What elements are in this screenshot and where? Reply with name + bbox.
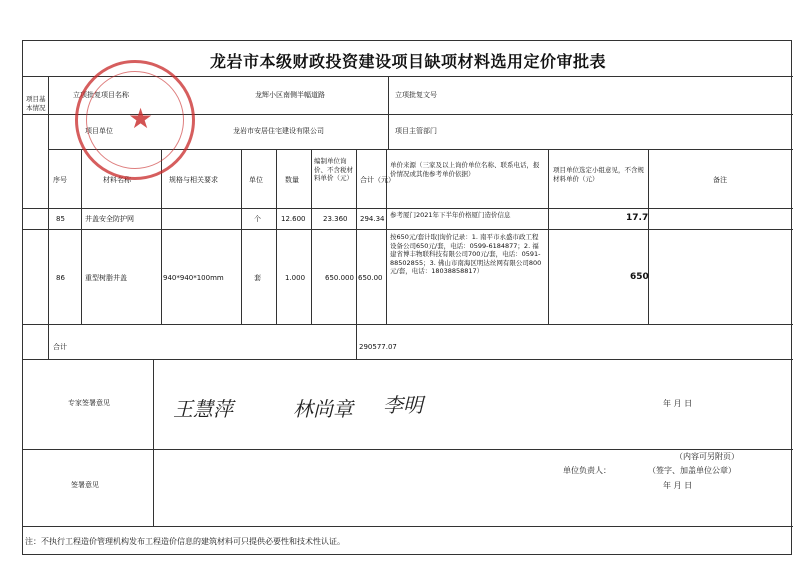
row-price: 23.360 [323,215,348,223]
header-qty: 数量 [285,176,299,184]
header-unit: 单位 [249,176,263,184]
row-source: 参考厦门2021年下半年价格厦门造价信息 [390,211,511,219]
row-unit: 个 [254,215,261,223]
row-seq: 85 [56,215,65,223]
footnote: 注：不执行工程造价管理机构发布工程造价信息的建筑材料可只提供必要性和技术性认证。 [25,537,345,546]
sum-value: 290577.07 [359,343,397,351]
header-opinion: 项目单位选定小组意见，不含规材料单价（元） [553,166,644,183]
header-source: 单价来源（三家及以上询价单位名称、联系电话，报价情况或其他参考单价依据） [390,161,540,178]
approval-doc-label: 立项批复文号 [395,91,437,99]
header-remark: 备注 [713,176,727,184]
seal-note: （签字、加盖单位公章） [648,466,736,475]
header-name: 材料名称 [103,176,131,184]
row-unit: 套 [254,274,261,282]
project-name-label: 立项批复项目名称 [73,91,129,99]
expert-date: 年 月 日 [663,399,693,408]
approval-label: 签署意见 [71,481,99,489]
header-total: 合计（元） [360,176,395,184]
attach-note: （内容可另附页） [675,452,739,461]
row-price: 650.000 [325,274,354,282]
expert-signature: 李明 [383,393,423,417]
project-info-section: 项目基本情况 [26,95,46,112]
approval-date: 年 月 日 [663,481,693,490]
expert-signature: 林尚章 [293,397,353,421]
row-name: 井盖安全防护网 [85,215,134,223]
unit-leader-label: 单位负责人： [563,466,611,475]
project-name-value: 龙辉小区南侧半幅道路 [255,91,325,99]
expert-signature: 王慧萍 [173,397,233,421]
seal-star-icon: ★ [128,102,154,135]
row-seq: 86 [56,274,65,282]
header-spec: 规格与相关要求 [169,176,218,184]
row-opinion: 17.7 [626,213,649,223]
row-opinion: 650 [630,272,649,282]
expert-label: 专家签署意见 [68,399,110,407]
header-seq: 序号 [53,176,67,184]
header-price: 编制单位询价、不含税材料单价（元） [314,157,353,182]
project-unit-label: 项目单位 [85,127,113,135]
row-spec: 940*940*100mm [163,274,224,282]
row-qty: 1.000 [285,274,306,282]
form-title: 龙岩市本级财政投资建设项目缺项材料选用定价审批表 [209,52,606,71]
project-unit-value: 龙岩市安居住宅建设有限公司 [233,127,324,135]
row-total: 294.34 [360,215,385,223]
row-total: 650.00 [358,274,383,282]
project-dept-label: 项目主管部门 [395,127,437,135]
row-source: 按650元/套计取|询价记录：1. 南平市永盛市政工程设备公司650元/套，电话：0599-6184877；2. 福建省博丰物联科技有限公司700元/套，电话：0591-88502855；3. 佛山市南海区明达丝网有限公司800元/套，电话：18038858817） [390,233,542,275]
row-name: 重型树脂井盖 [85,274,127,282]
sum-label: 合计 [53,343,67,351]
row-qty: 12.600 [281,215,306,223]
